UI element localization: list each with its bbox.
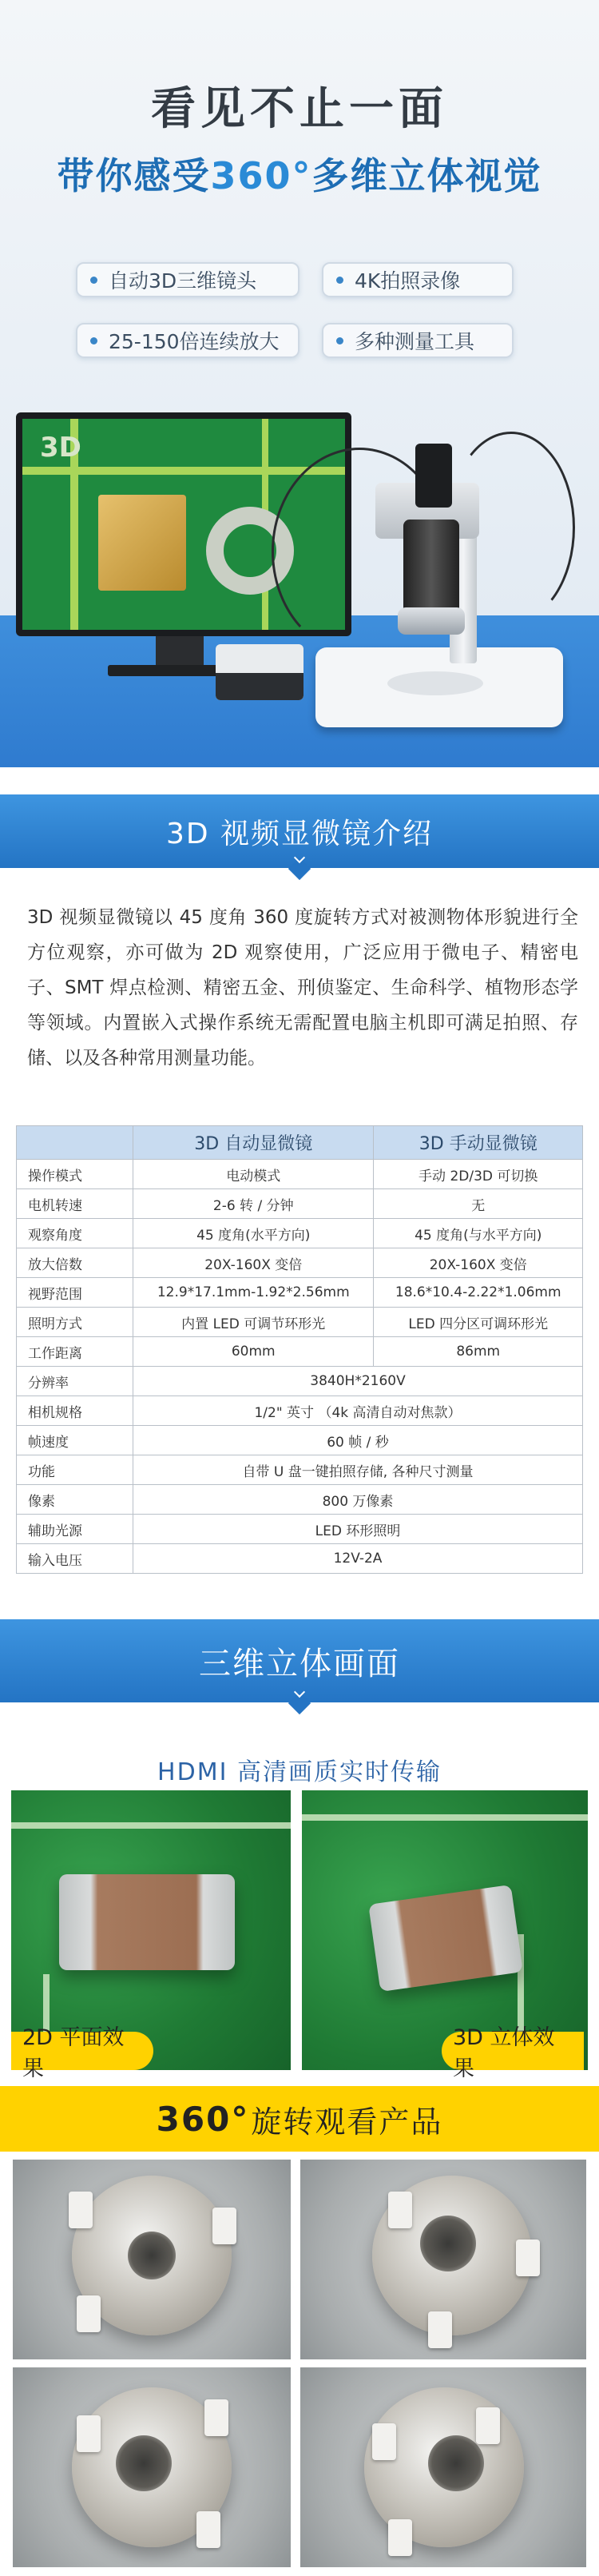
table-cell: 自带 U 盘一键拍照存储, 各种尺寸测量 [133,1455,583,1485]
bullet-icon [336,337,343,344]
table-cell: 45 度角(与水平方向) [374,1219,583,1248]
bullet-icon [336,277,343,284]
table-row-label: 分辨率 [17,1367,133,1396]
product-photo-1 [13,2160,291,2359]
label-3d-effect: 3D 立体效果 [442,2032,584,2070]
table-row [17,1219,583,1248]
gear-hole [428,2435,484,2491]
table-row-label: 操作模式 [17,1160,133,1189]
table-row [17,1308,583,1337]
hero-subtitle-num: 360° [210,154,312,197]
rotate-banner-num: 360° [156,2099,250,2139]
table-row-label: 观察角度 [17,1219,133,1248]
table-cell: 18.6*10.4-2.22*1.06mm [374,1278,583,1308]
spec-table [16,1125,583,1574]
hero-section [0,0,599,767]
intro-paragraph: 3D 视频显微镜以 45 度角 360 度旋转方式对被测物体形貌进行全方位观察，亦可做为 2D 观察使用，广泛应用于微电子、精密电子、SMT 焊点检测、精密五金、刑侦鉴定、生命科学、植物形态学等领域。内置嵌入式操作系统无需配置电脑主机即可满足拍照、存储、以及各种常用测量功能。 [27,907,578,1069]
table-row-label: 放大倍数 [17,1248,133,1278]
table-row-label: 输入电压 [17,1544,133,1574]
pcb-trace [302,1814,588,1821]
table-row-label: 辅助光源 [17,1515,133,1544]
gear-tooth [516,2240,540,2276]
hero-subtitle [0,147,599,200]
table-row [17,1337,583,1367]
gear-hole [420,2216,476,2271]
table-cell: 2-6 转 / 分钟 [133,1189,374,1219]
bullet-icon [90,337,97,344]
hero-subtitle-pre: 带你感受 [57,154,211,197]
table-cell: 60 帧 / 秒 [133,1426,583,1455]
gear-tooth [476,2407,500,2444]
pcb-trace [11,1822,291,1829]
table-row-label: 功能 [17,1455,133,1485]
product-photo-3 [13,2367,291,2567]
gear-tooth [204,2399,228,2436]
table-cell: 45 度角(水平方向) [133,1219,374,1248]
product-photo-2 [300,2160,586,2359]
table-cell: 12V-2A [133,1544,583,1574]
section-title: 三维立体画面 [199,1645,400,1682]
feature-pill-measure [322,323,514,358]
gear-tooth [388,2192,412,2228]
table-cell: 800 万像素 [133,1485,583,1515]
feature-label: 多种测量工具 [355,330,475,353]
table-header-cell [17,1126,133,1160]
table-row-label: 工作距离 [17,1337,133,1367]
gear-tooth [77,2295,101,2332]
microscope-base [315,647,563,727]
section-title: 3D 视频显微镜介绍 [165,817,434,850]
table-header-cell: 3D 自动显微镜 [133,1126,374,1160]
table-row [17,1278,583,1308]
table-row-label: 照明方式 [17,1308,133,1337]
rotate-banner-text: 旋转观看产品 [251,2104,443,2140]
gear-tooth [196,2511,220,2548]
monitor-stand [156,636,204,668]
table-cell: 86mm [374,1337,583,1367]
table-cell: 无 [374,1189,583,1219]
table-cell: 1/2" 英寸 （4k 高清自动对焦款） [133,1396,583,1426]
table-cell: 3840H*2160V [133,1367,583,1396]
gear-tooth [372,2423,396,2460]
gear-hole [128,2232,176,2279]
microscope-light-ring [398,607,465,635]
microscope-stage [387,671,483,695]
hdmi-caption: HDMI 高清画质实时传输 [157,1758,442,1786]
table-row-label: 相机规格 [17,1396,133,1426]
table-row-label: 视野范围 [17,1278,133,1308]
feature-pill-zoom [76,323,300,358]
table-row [17,1396,583,1426]
table-row [17,1160,583,1189]
table-row [17,1515,583,1544]
microscope-camera [415,444,452,508]
screen-mark: 3D [40,432,81,464]
table-row [17,1426,583,1455]
label-2d-effect: 2D 平面效果 [11,2032,153,2070]
table-row [17,1485,583,1515]
gear-tooth [428,2311,452,2348]
control-box-face [216,673,303,700]
section-banner-3d [0,1619,599,1702]
table-cell: 电动模式 [133,1160,374,1189]
gear-tooth [77,2415,101,2452]
table-row-label: 电机转速 [17,1189,133,1219]
section-banner-intro [0,794,599,868]
gear-tooth [212,2208,236,2244]
table-header-cell: 3D 手动显微镜 [374,1126,583,1160]
product-photo-4 [300,2367,586,2567]
control-box [216,644,303,700]
table-row [17,1455,583,1485]
gear-hole [116,2435,172,2491]
table-cell: 12.9*17.1mm-1.92*2.56mm [133,1278,374,1308]
hero-title: 看见不止一面 [151,83,448,135]
capacitor-component [98,495,186,591]
table-header-row [17,1126,583,1160]
bullet-icon [90,277,97,284]
feature-label: 25-150倍连续放大 [109,330,280,353]
table-row-label: 帧速度 [17,1426,133,1455]
feature-pill-4k [322,262,514,297]
feature-pill-3d-lens [76,262,300,297]
table-cell: LED 四分区可调环形光 [374,1308,583,1337]
hero-subtitle-post: 多维立体视觉 [311,154,542,197]
table-cell: 内置 LED 可调节环形光 [133,1308,374,1337]
feature-label: 4K拍照录像 [355,269,461,293]
table-row [17,1189,583,1219]
table-cell: 20X-160X 变倍 [374,1248,583,1278]
table-cell: 60mm [133,1337,374,1367]
table-cell: LED 环形照明 [133,1515,583,1544]
gear-tooth [388,2519,412,2556]
table-row [17,1544,583,1574]
table-cell: 手动 2D/3D 可切换 [374,1160,583,1189]
rotate-banner [0,2086,599,2152]
chip-component [59,1874,235,1970]
table-row-label: 像素 [17,1485,133,1515]
table-row [17,1248,583,1278]
table-row [17,1367,583,1396]
gear-tooth [69,2192,93,2228]
table-cell: 20X-160X 变倍 [133,1248,374,1278]
feature-label: 自动3D三维镜头 [109,269,257,293]
